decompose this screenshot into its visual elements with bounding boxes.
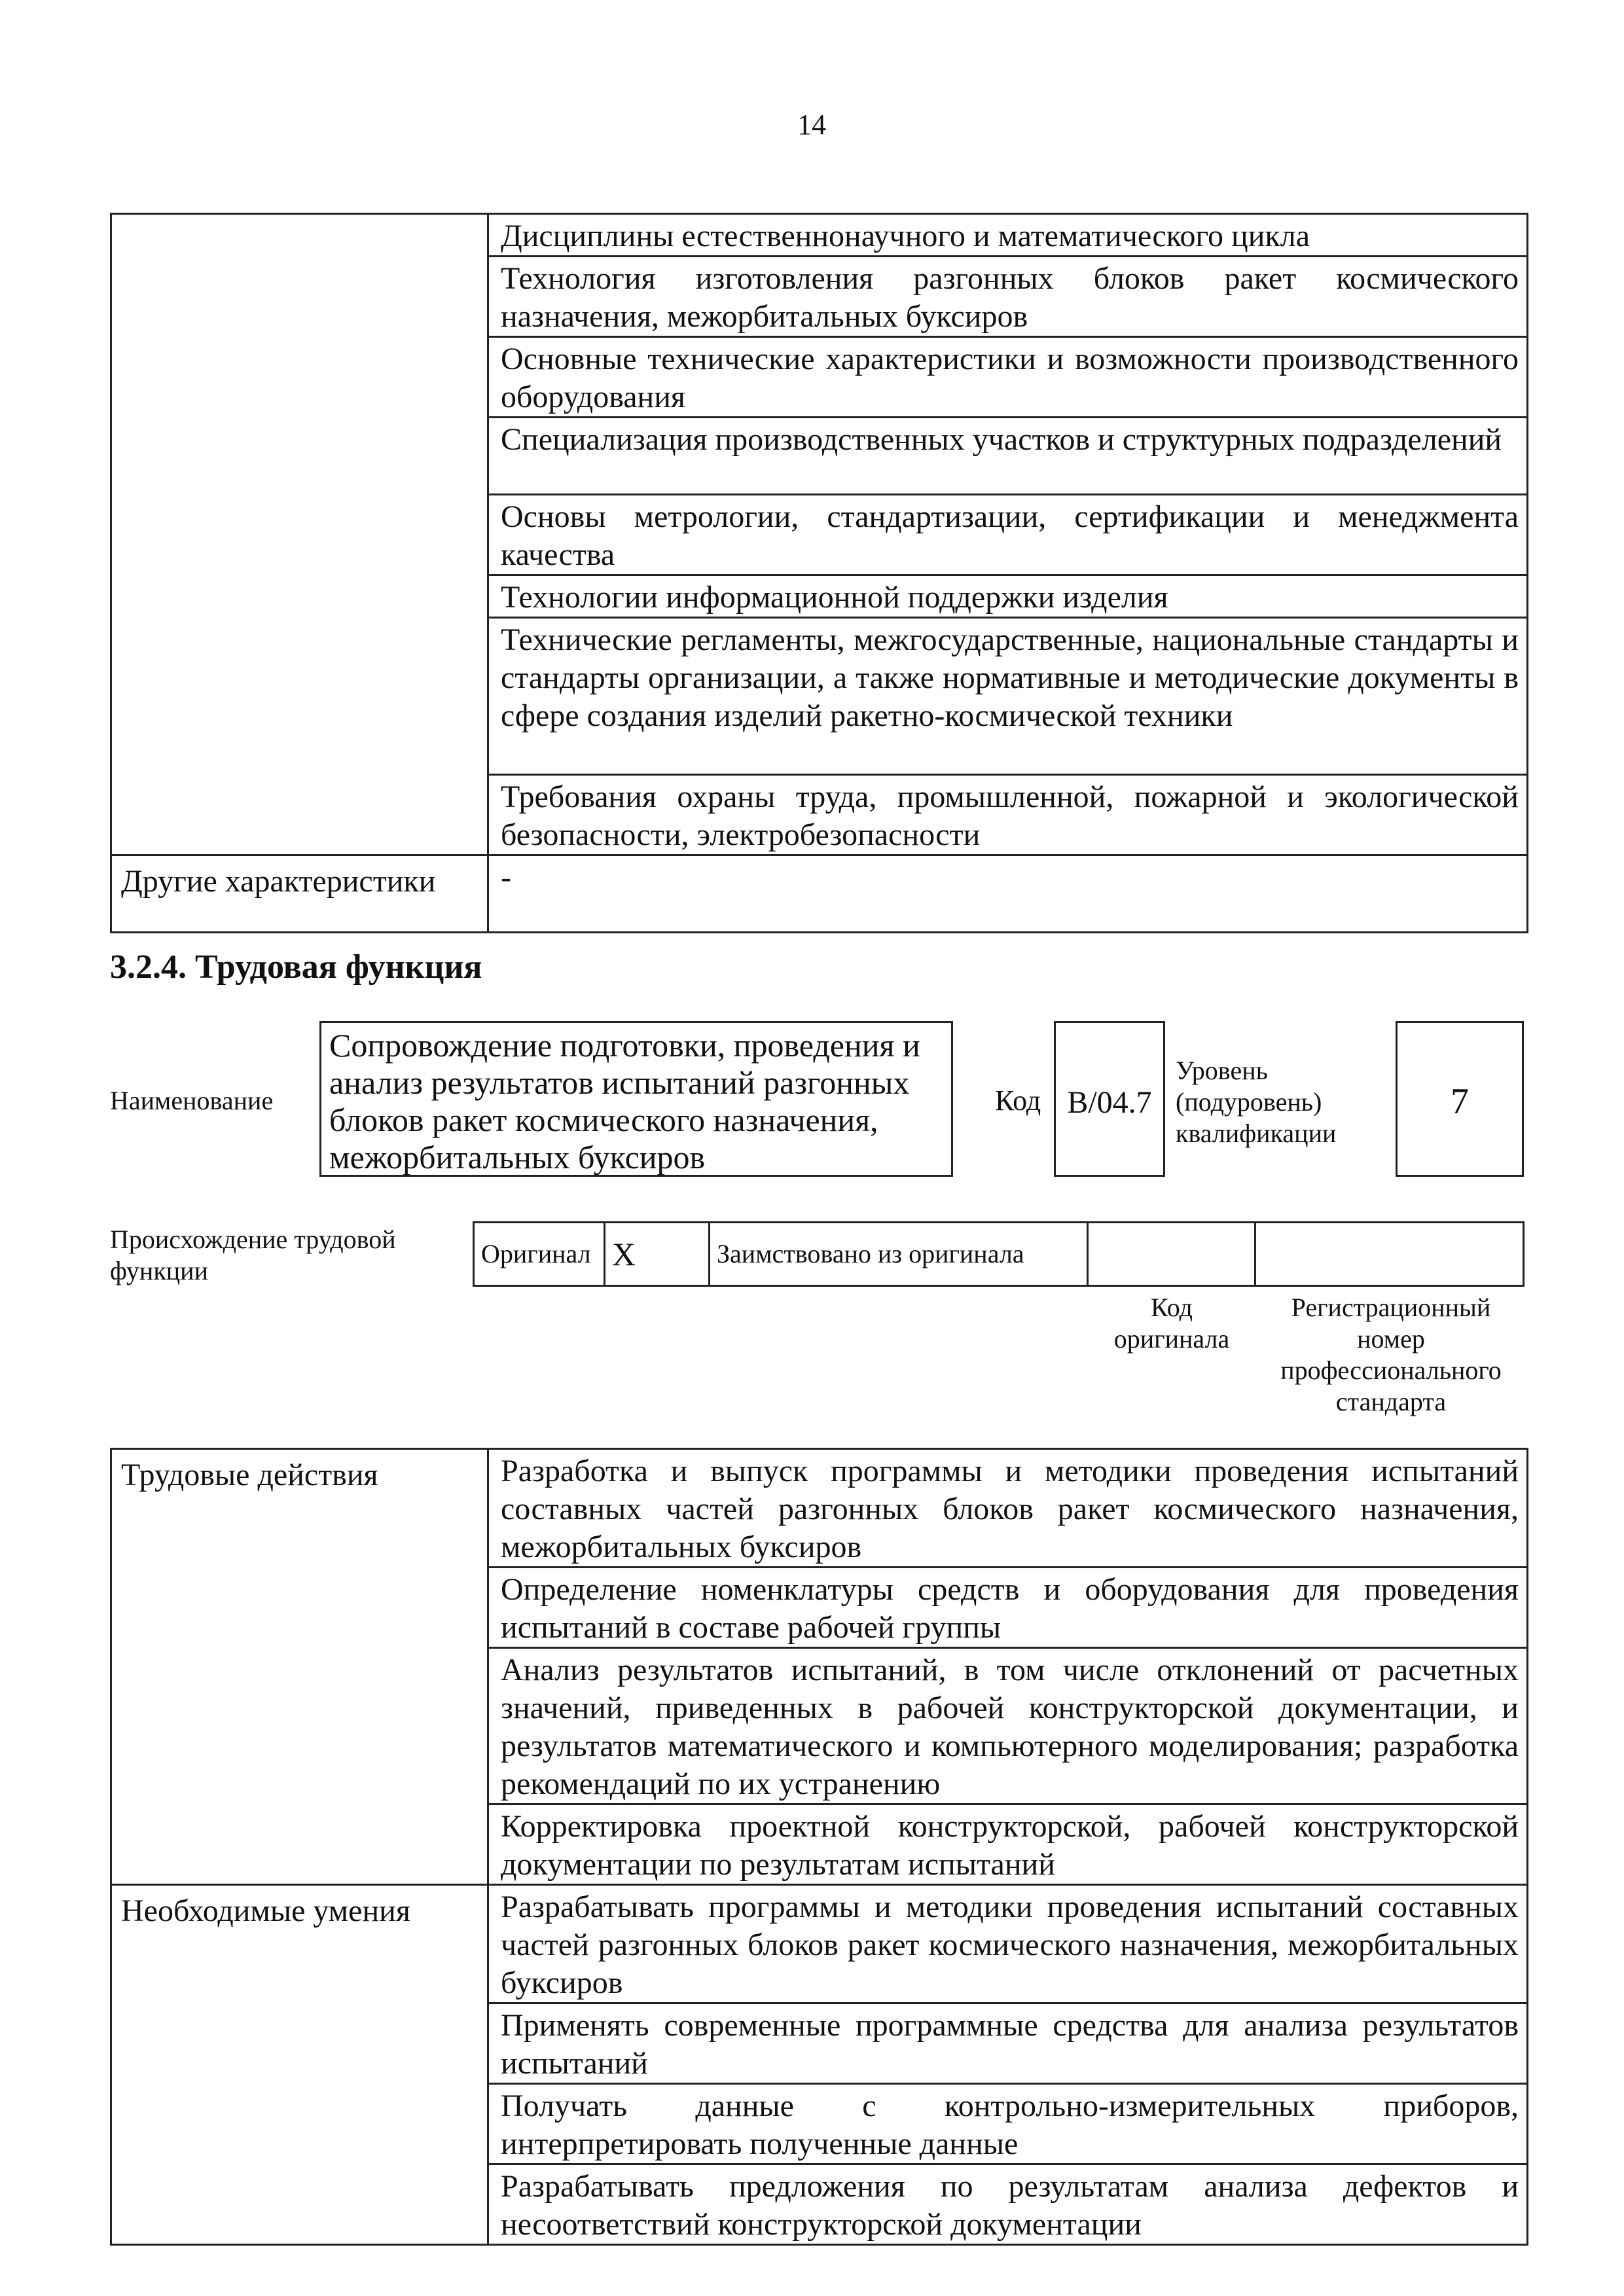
page-number: 14 — [797, 109, 826, 141]
borrowed-label: Заимствовано из оригинала — [710, 1223, 1088, 1286]
code-caption: Код оригинала — [1113, 1293, 1230, 1354]
knowledge-item: Технологии информационной поддержки изделия — [488, 575, 1528, 618]
name-label: Наименование — [110, 1086, 274, 1115]
knowledge-item: Требования охраны труда, промышленной, пожарной и экологической безопасности, электробезопасности — [488, 775, 1528, 855]
knowledge-item: Технические регламенты, межгосударственные, национальные стандарты и стандарты организации, а также нормативные и методические документы в сфере создания изделий ракетно-космической техники — [488, 618, 1528, 775]
origin-label: Происхождение трудовой функции — [110, 1225, 396, 1285]
origin-table — [473, 1221, 1525, 1287]
skill-item: Разрабатывать предложения по результатам анализа дефектов и несоответствий конструкторской документации — [488, 2164, 1528, 2245]
section-title: 3.2.4. Трудовая функция — [110, 948, 482, 986]
knowledge-item: Основные технические характеристики и возможности производственного оборудования — [488, 337, 1528, 418]
original-label: Оригинал — [474, 1223, 605, 1286]
original-code-cell — [1088, 1223, 1255, 1286]
registration-number-cell — [1255, 1223, 1524, 1286]
skill-item: Применять современные программные средства для анализа результатов испытаний — [488, 2003, 1528, 2084]
knowledge-table — [110, 213, 1528, 933]
other-label-cell: Другие характеристики — [111, 855, 488, 933]
action-item: Определение номенклатуры средств и оборудования для проведения испытаний в составе рабочей группы — [488, 1568, 1528, 1648]
original-mark: X — [605, 1223, 710, 1286]
code-label: Код — [995, 1085, 1041, 1117]
knowledge-label-cell — [111, 214, 488, 855]
skill-item: Получать данные с контрольно-измерительных приборов, интерпретировать полученные данные — [488, 2084, 1528, 2164]
actions-skills-table — [110, 1448, 1528, 2246]
actions-label-cell: Трудовые действия — [111, 1449, 488, 1885]
action-item: Корректировка проектной конструкторской, рабочей конструкторской документации по результатам испытаний — [488, 1804, 1528, 1885]
action-item: Разработка и выпуск программы и методики проведения испытаний составных частей разгонных блоков ракет космического назначения, межорбитальных буксиров — [488, 1449, 1528, 1568]
knowledge-item: Технология изготовления разгонных блоков ракет космического назначения, межорбитальных буксиров — [488, 257, 1528, 337]
knowledge-item: Специализация производственных участков и структурных подразделений — [488, 418, 1528, 495]
function-level-box: 7 — [1396, 1021, 1524, 1177]
skills-label-cell: Необходимые умения — [111, 1885, 488, 2245]
knowledge-item: Основы метрологии, стандартизации, сертификации и менеджмента качества — [488, 495, 1528, 575]
reg-caption: Регистрационный номер профессионального стандарта — [1280, 1293, 1502, 1416]
function-name-box: Сопровождение подготовки, проведения и анализ результатов испытаний разгонных блоков ракет космического назначения, межорбитальных буксиров — [319, 1021, 953, 1177]
knowledge-item: Дисциплины естественнонаучного и математического цикла — [488, 214, 1528, 257]
skill-item: Разрабатывать программы и методики проведения испытаний составных частей разгонных блоков ракет космического назначения, межорбитальных буксиров — [488, 1885, 1528, 2003]
level-label: Уровень (подуровень) квалификации — [1176, 1056, 1337, 1148]
other-value-cell: - — [488, 855, 1528, 933]
function-code-box: B/04.7 — [1054, 1021, 1165, 1177]
action-item: Анализ результатов испытаний, в том числе отклонений от расчетных значений, приведенных в рабочей конструкторской документации, и результатов математического и компьютерного моделирования; разработка рекомендаций по их устранению — [488, 1648, 1528, 1804]
